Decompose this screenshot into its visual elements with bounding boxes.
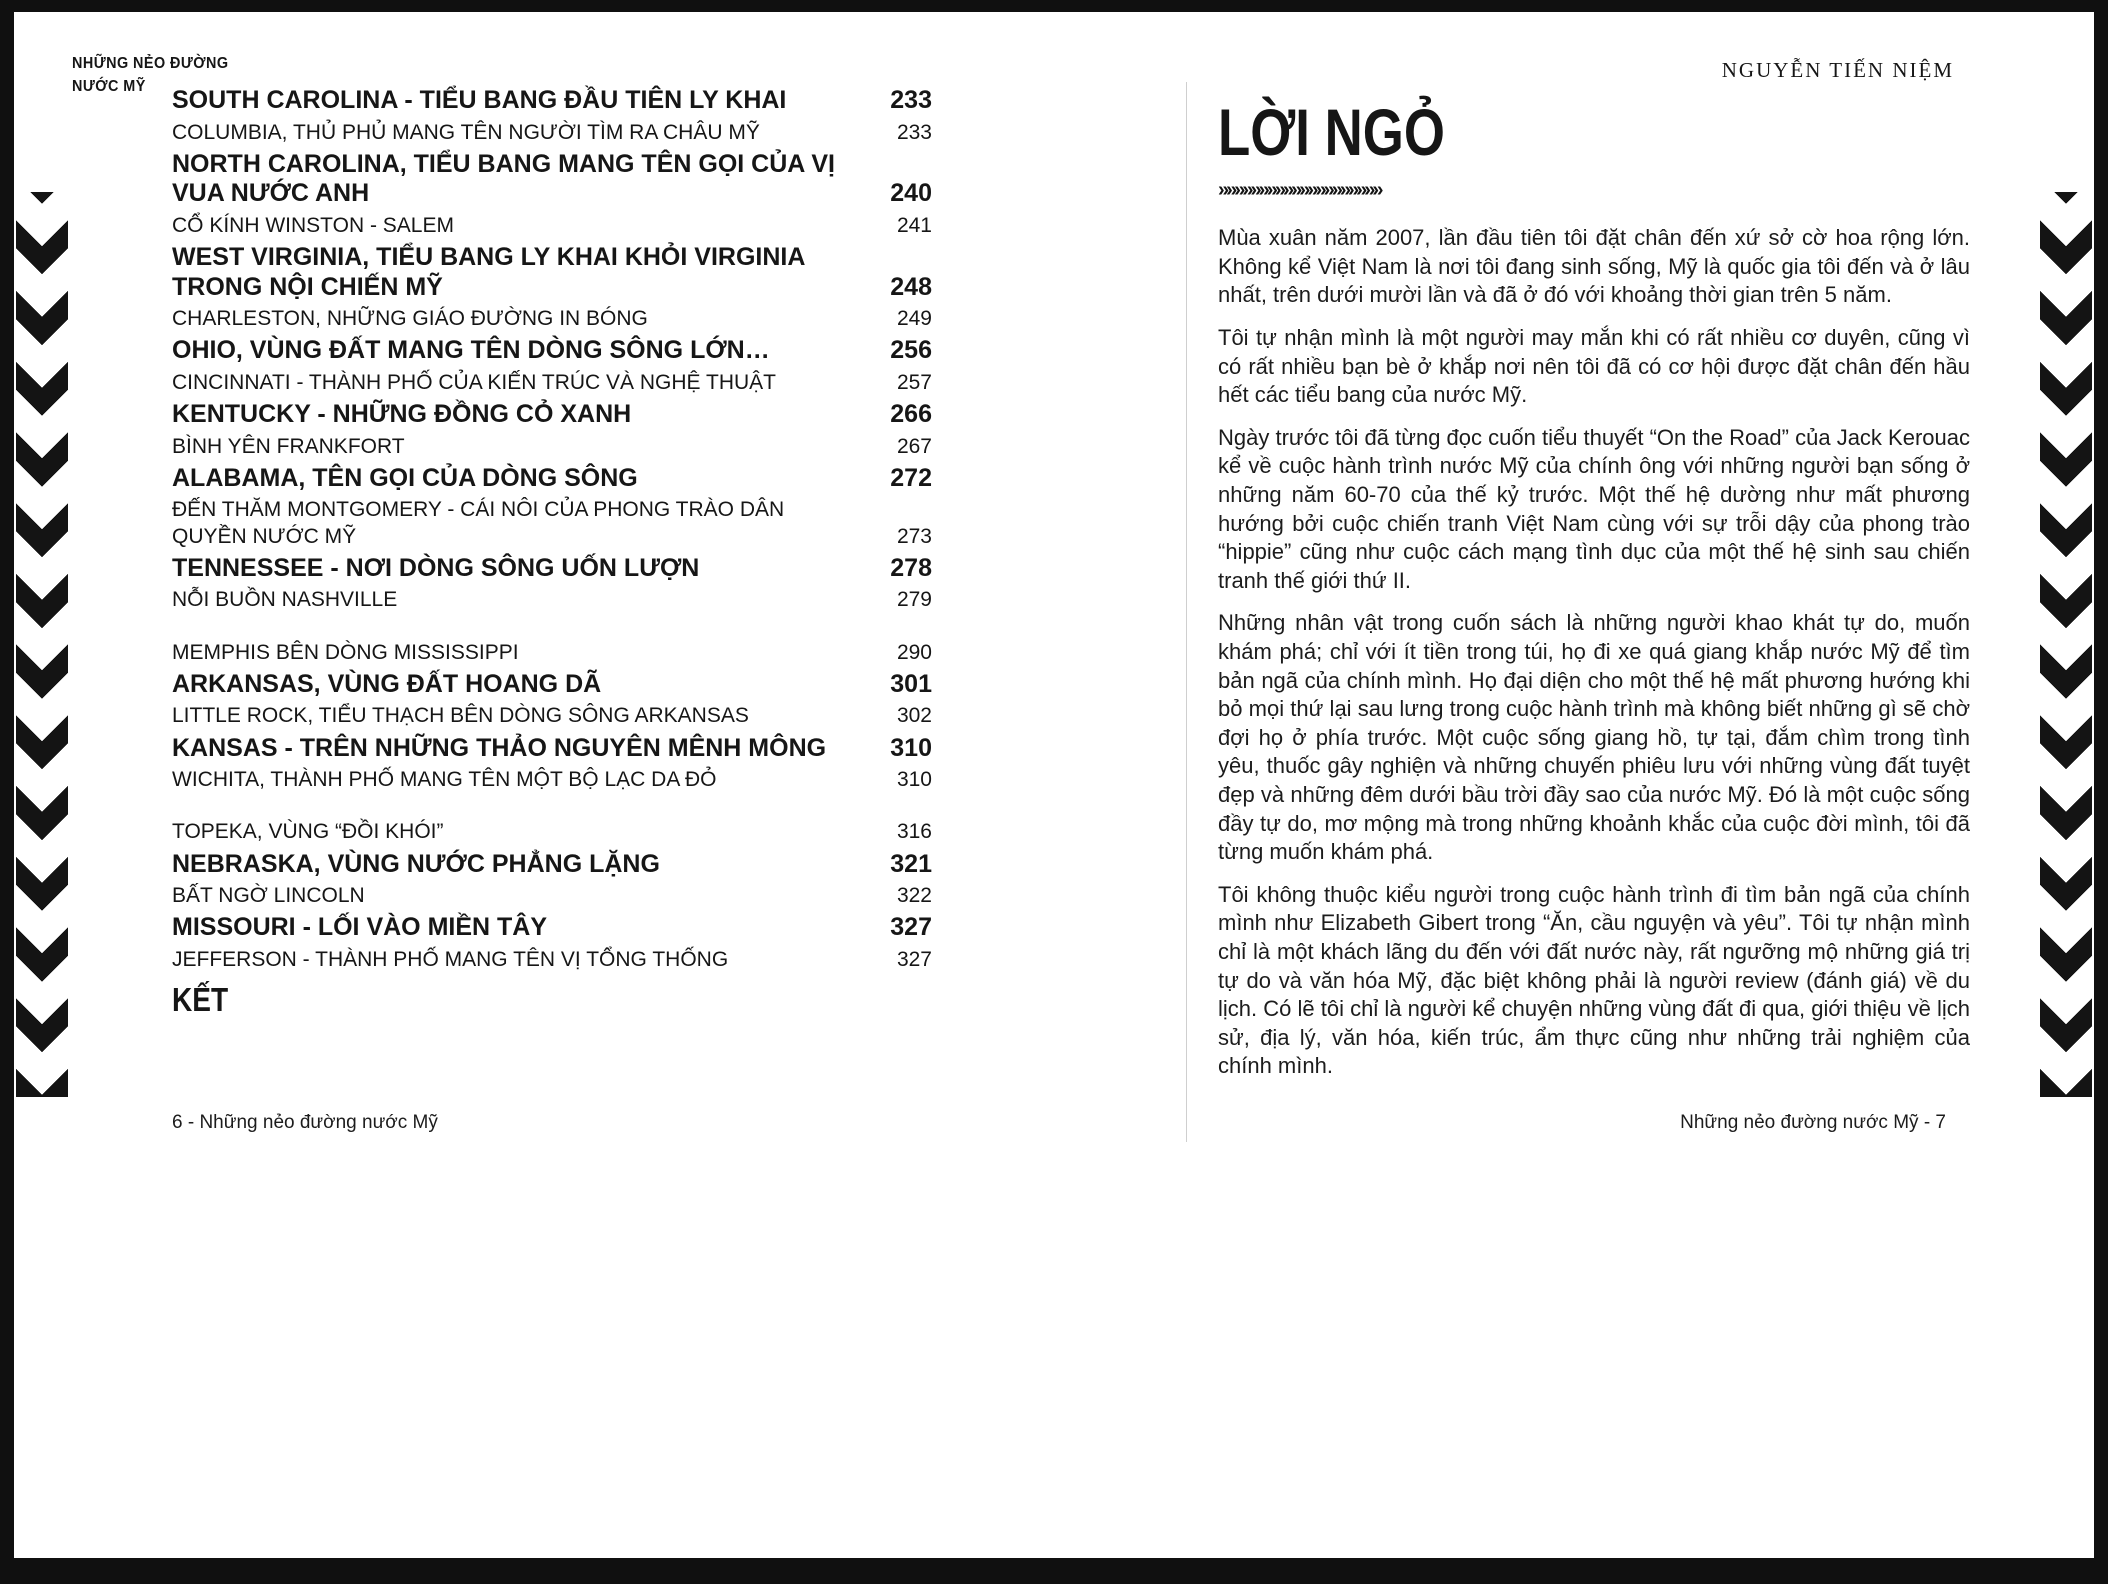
foreword-paragraph: Tôi tự nhận mình là một người may mắn khi có rất nhiều cơ duyên, cũng vì có rất nhiều bạn bè ở khắp nơi nên tôi đã có cơ hội được đặt chân đến hầu hết các tiểu bang của nước Mỹ. [1218,325,1970,408]
toc-entry [172,913,932,943]
toc-entry [172,554,932,584]
foreword-title: LỜI NGỎ [1218,95,1445,169]
toc-entry-title: CINCINNATI - THÀNH PHỐ CỦA KIẾN TRÚC VÀ NGHỆ THUẬT [172,370,777,394]
toc-entry-page: 316 [896,820,932,844]
toc-entry-page: 301 [890,669,932,698]
toc-entry-page: 233 [890,86,932,114]
toc-entry-title: ARKANSAS, VÙNG ĐẤT HOANG DÃ [172,669,602,698]
toc-entry-title: SOUTH CAROLINA - TIỂU BANG ĐẦU TIÊN LY KHAI [172,86,787,114]
toc-entry-title: NỖI BUỒN NASHVILLE [172,588,398,612]
right-running-head: NGUYỄN TIẾN NIỆM [1721,58,1954,82]
toc-entry-page: 302 [896,704,932,728]
toc-entry-title: KENTUCKY - NHỮNG ĐỒNG CỎ XANH [172,400,632,428]
toc-entry-page: 322 [896,884,932,907]
toc-entry-title: WICHITA, THÀNH PHỐ MANG TÊN MỘT BỘ LẠC DA ĐỎ [172,768,717,791]
page-surface [14,12,2094,1558]
left-running-head-line2: NƯỚC MỸ [72,78,146,96]
left-chevron-decoration [16,192,68,1097]
toc-entry-title: CHARLESTON, NHỮNG GIÁO ĐƯỜNG IN BÓNG [172,307,648,330]
toc-entry [172,120,932,146]
toc-entry [172,947,932,973]
toc-entry [172,336,932,366]
toc-entry-title: JEFFERSON - THÀNH PHỐ MANG TÊN VỊ TỔNG THỐNG [172,947,729,971]
toc-entry-title: BẤT NGỜ LINCOLN [172,884,365,907]
toc-entry [172,400,932,430]
foreword-paragraph: Tôi không thuộc kiểu người trong cuộc hành trình đi tìm bản ngã của chính mình như Elizabeth Gibert trong “Ăn, cầu nguyện và yêu”. Tôi tự nhận mình chỉ là một khách lãng du đến với đất nước này, rất ngưỡng mộ những giá trị tự do và văn hóa Mỹ, đặc biệt không phải là người review (đánh giá) về du lịch. Có lẽ tôi chỉ là người kể chuyện những vùng đất đi qua, giới thiệu về lịch sử, địa lý, văn hóa, kiến trúc, ẩm thực cũng như những trải nghiệm của chính mình. [1218,881,1970,1079]
toc-entry-page: 257 [896,370,932,394]
foreword-paragraph: Ngày trước tôi đã từng đọc cuốn tiểu thuyết “On the Road” của Jack Kerouac kể về cuộc hành trình nước Mỹ của chính ông với những người bạn sống ở những năm 60-70 của thế kỷ trước. Một thế hệ dường như mất phương hướng bởi cuộc chiến tranh Việt Nam cùng với sự trỗi dậy của phong trào “hippie” cũng như cuộc cách mạng tình dục của một thế hệ sinh sau chiến tranh thế giới thứ II. [1218,424,1970,593]
toc-entry-page: 233 [896,120,932,144]
toc-entry [172,883,932,909]
toc-entry-page: 272 [890,463,932,492]
toc-entry-title: MISSOURI - LỐI VÀO MIỀN TÂY [172,913,548,942]
toc-entry-page: 279 [896,588,932,612]
arrows-decoration: »»»»»»»»»»»»»»»»»»»» [1218,179,1381,202]
toc-entry-page: 290 [896,640,932,664]
toc-entry-page: 256 [890,336,932,365]
toc-entry [172,464,932,494]
toc-entry-title: ALABAMA, TÊN GỌI CỦA DÒNG SÔNG [172,463,638,492]
toc-entry [172,213,932,239]
table-of-contents [172,82,932,1023]
toc-entry-page: 240 [890,179,932,208]
foreword-paragraphs [1218,224,1970,1081]
toc-entry-page: 278 [890,553,932,582]
toc-entry-title: COLUMBIA, THỦ PHỦ MANG TÊN NGƯỜI TÌM RA CHÂU MỸ [172,120,760,144]
toc-entry [172,819,932,845]
toc-entry-page: 327 [896,947,932,971]
toc-entry [172,670,932,700]
right-chevron-decoration [2040,192,2092,1097]
toc-entry [172,981,932,1019]
toc-list [172,86,932,1019]
toc-entry-title: BÌNH YÊN FRANKFORT [172,434,405,458]
toc-entry-title: ĐẾN THĂM MONTGOMERY - CÁI NÔI CỦA PHONG TRÀO DÂN QUYỀN NƯỚC MỸ [172,498,785,548]
toc-entry-page: 273 [896,524,932,548]
toc-entry-title: WEST VIRGINIA, TIỂU BANG LY KHAI KHỎI VIRGINIA TRONG NỘI CHIẾN MỸ [172,243,805,301]
toc-entry-page: 310 [896,768,932,791]
toc-entry-page: 267 [896,434,932,458]
foreword-paragraph: Mùa xuân năm 2007, lần đầu tiên tôi đặt chân đến xứ sở cờ hoa rộng lớn. Không kể Việt Nam là nơi tôi đang sinh sống, Mỹ là quốc gia tôi đến và ở lâu nhất, trên dưới mười lần và đã ở đó với khoảng thời gian trên 5 năm. [1218,225,1970,308]
left-page-number: 6 - Những nẻo đường nước Mỹ [172,1112,438,1133]
toc-entry-page: 249 [896,307,932,330]
page-divider [1186,82,1187,1142]
toc-entry [172,434,932,460]
toc-entry [172,150,932,209]
toc-entry-page: 321 [890,849,932,878]
toc-entry-title: KANSAS - TRÊN NHỮNG THẢO NGUYÊN MÊNH MÔNG [172,733,827,762]
toc-entry-page: 241 [896,213,932,237]
toc-entry [172,587,932,613]
toc-entry [172,243,932,302]
toc-entry-page: 310 [890,733,932,762]
toc-entry [172,497,932,550]
toc-entry-title: NORTH CAROLINA, TIỂU BANG MANG TÊN GỌI CỦA VỊ VUA NƯỚC ANH [172,149,835,208]
foreword-page [1218,95,1970,1095]
toc-entry [172,86,932,116]
toc-entry-title: MEMPHIS BÊN DÒNG MISSISSIPPI [172,640,519,664]
toc-entry-title: TOPEKA, VÙNG “ĐỒI KHÓI” [172,820,444,844]
toc-entry [172,850,932,880]
toc-entry-title: KẾT [172,981,229,1018]
toc-entry-title: TENNESSEE - NƠI DÒNG SÔNG UỐN LƯỢN [172,553,700,582]
toc-entry [172,306,932,332]
toc-entry-title: OHIO, VÙNG ĐẤT MANG TÊN DÒNG SÔNG LỚN… [172,336,770,365]
toc-entry [172,703,932,729]
toc-entry-title: NEBRASKA, VÙNG NƯỚC PHẲNG LẶNG [172,849,660,878]
foreword-paragraph: Những nhân vật trong cuốn sách là những người khao khát tự do, muốn khám phá; chỉ với ít tiền trong túi, họ đi xe quá giang khắp nước Mỹ để tìm bản ngã của chính mình. Họ đại diện cho một thế hệ mất phương hướng khi bỏ mọi thứ lại sau lưng trong cuộc hành trình mà không biết những gì sẽ chờ đợi họ ở phía trước. Một cuộc sống giang hồ, tự tại, đắm chìm trong tình yêu, thuốc gây nghiện và những chuyến phiêu lưu với những vùng đất tuyệt đẹp và những đêm dưới bầu trời đầy sao của nước Mỹ. Đó là một cuộc sống đầy tự do, mơ mộng mà trong những khoảnh khắc của cuộc đời mình, tôi đã từng muốn khám phá. [1218,610,1970,865]
toc-entry-title: CỔ KÍNH WINSTON - SALEM [172,213,454,237]
toc-entry [172,640,932,666]
toc-entry [172,734,932,764]
toc-entry-page: 266 [890,400,932,428]
right-page-number: Những nẻo đường nước Mỹ - 7 [1680,1112,1946,1133]
left-running-head-line1: NHỮNG NẺO ĐƯỜNG [72,55,229,72]
toc-entry [172,370,932,396]
toc-entry-page: 248 [890,272,932,301]
toc-entry-title: LITTLE ROCK, TIỂU THẠCH BÊN DÒNG SÔNG ARKANSAS [172,704,749,728]
toc-entry-page: 327 [890,913,932,942]
toc-entry [172,767,932,793]
